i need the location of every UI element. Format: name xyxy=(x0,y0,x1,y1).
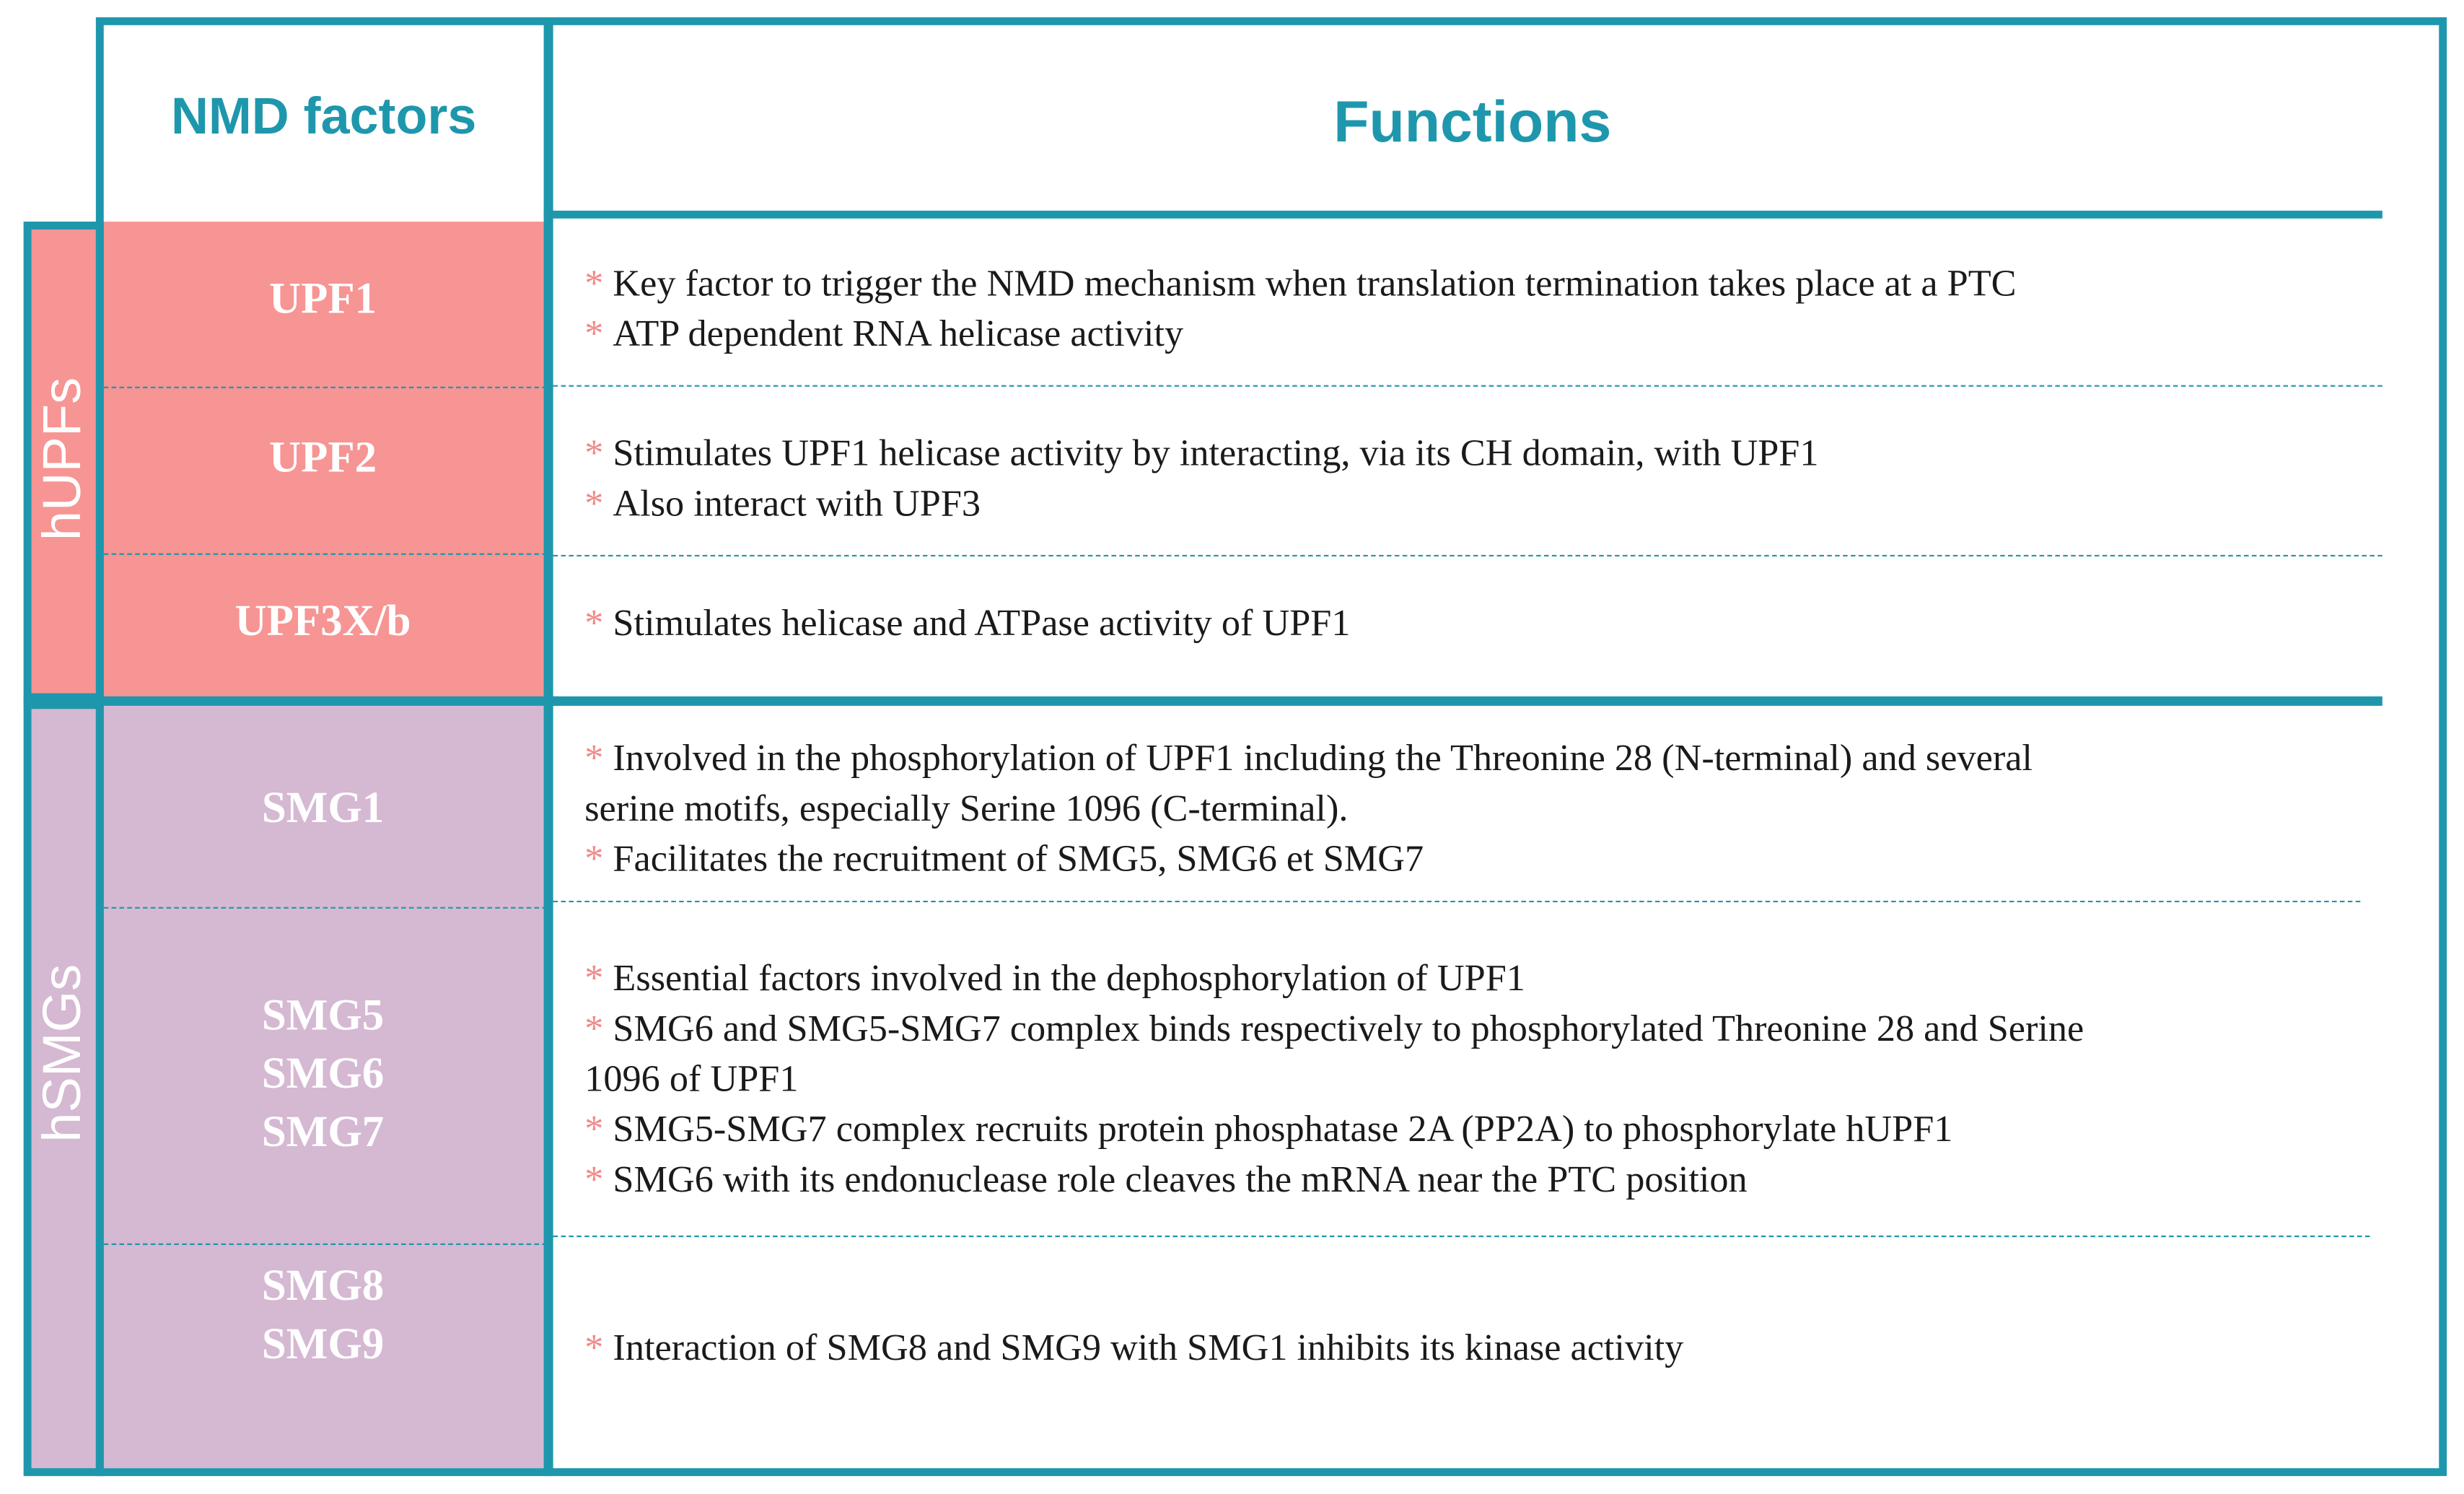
factor-cell-smg1 xyxy=(100,779,545,838)
function-item xyxy=(584,429,2344,480)
nmd-factors-header: NMD factors xyxy=(170,86,477,145)
bullet-asterisk: * xyxy=(584,1328,604,1370)
factor-cell-upf2 xyxy=(100,429,545,488)
bullet-asterisk: * xyxy=(584,314,604,356)
hupfs-group-label: hUPFs xyxy=(32,377,93,541)
bullet-asterisk: * xyxy=(584,484,604,525)
function-item xyxy=(584,734,2344,785)
function-item xyxy=(584,1156,2344,1206)
function-text: 1096 of UPF1 xyxy=(584,1059,799,1101)
hsmgs-group-label: hSMGs xyxy=(32,964,93,1143)
function-item xyxy=(584,1005,2344,1055)
row-separator-left xyxy=(104,387,547,388)
function-text: Interaction of SMG8 and SMG9 with SMG1 inhibits its kinase activity xyxy=(613,1328,1684,1370)
function-cell-smg1 xyxy=(584,734,2344,885)
function-text: Facilitates the recruitment of SMG5, SMG6 et SMG7 xyxy=(613,839,1424,881)
row-separator-left xyxy=(104,1244,547,1245)
group-separator-left xyxy=(24,696,558,706)
function-cell-smg8-9 xyxy=(584,1324,2344,1374)
factor-name: UPF2 xyxy=(269,434,377,483)
function-item xyxy=(584,835,2344,886)
row-separator xyxy=(553,1236,2370,1237)
function-cell-upf1 xyxy=(584,259,2344,359)
function-item xyxy=(584,954,2344,1005)
function-text: SMG6 with its endonuclease role cleaves the mRNA near the PTC position xyxy=(613,1160,1748,1201)
function-text: SMG6 and SMG5-SMG7 complex binds respectively to phosphorylated Threonine 28 and Serine xyxy=(613,1009,2084,1050)
function-text: Key factor to trigger the NMD mechanism when translation termination takes place at a PTC xyxy=(613,263,2017,305)
row-separator xyxy=(553,385,2382,387)
factor-name: SMG1 xyxy=(261,784,385,834)
bullet-asterisk: * xyxy=(584,738,604,780)
factor-name: SMG9 xyxy=(261,1320,385,1370)
bullet-asterisk: * xyxy=(584,434,604,475)
row-separator xyxy=(553,555,2382,556)
function-text: ATP dependent RNA helicase activity xyxy=(613,314,1184,356)
factor-cell-upf3 xyxy=(100,593,545,651)
function-text: serine motifs, especially Serine 1096 (C-terminal). xyxy=(584,789,1349,830)
function-text: Involved in the phosphorylation of UPF1 including the Threonine 28 (N-terminal) and several xyxy=(613,738,2033,780)
function-text: Stimulates helicase and ATPase activity of UPF1 xyxy=(613,603,1351,645)
factor-cell-upf1 xyxy=(100,271,545,329)
factor-name: SMG7 xyxy=(261,1108,385,1158)
function-item xyxy=(584,1105,2344,1156)
bullet-asterisk: * xyxy=(584,263,604,305)
factor-name: UPF3X/b xyxy=(234,597,411,647)
row-separator xyxy=(553,901,2361,902)
factor-cell-smg5-7 xyxy=(100,987,545,1162)
function-item-continuation xyxy=(584,1054,2344,1105)
factor-name: SMG8 xyxy=(261,1262,385,1311)
function-text: Essential factors involved in the dephosphorylation of UPF1 xyxy=(613,958,1525,1000)
function-cell-smg5-7 xyxy=(584,954,2344,1205)
bullet-asterisk: * xyxy=(584,1009,604,1050)
function-text: Also interact with UPF3 xyxy=(613,484,981,525)
functions-header: Functions xyxy=(1333,89,1612,154)
group-separator xyxy=(544,696,2382,706)
function-text: SMG5-SMG7 complex recruits protein phosphatase 2A (PP2A) to phosphorylate hUPF1 xyxy=(613,1109,1953,1151)
function-item xyxy=(584,310,2344,360)
bullet-asterisk: * xyxy=(584,839,604,881)
function-item xyxy=(584,479,2344,530)
factor-name: UPF1 xyxy=(269,275,377,324)
bullet-asterisk: * xyxy=(584,958,604,1000)
bullet-asterisk: * xyxy=(584,1109,604,1151)
factor-name: SMG6 xyxy=(261,1049,385,1099)
function-cell-upf2 xyxy=(584,429,2344,530)
row-separator-left xyxy=(104,554,547,555)
header-divider xyxy=(544,211,2382,219)
function-text: Stimulates UPF1 helicase activity by interacting, via its CH domain, with UPF1 xyxy=(613,434,1819,475)
function-cell-upf3 xyxy=(584,599,2344,650)
row-separator-left xyxy=(104,907,547,909)
function-item xyxy=(584,1324,2344,1374)
bullet-asterisk: * xyxy=(584,1160,604,1201)
function-item xyxy=(584,259,2344,310)
function-item-continuation xyxy=(584,785,2344,835)
factor-cell-smg8-9 xyxy=(100,1257,545,1373)
factor-name: SMG5 xyxy=(261,992,385,1041)
bullet-asterisk: * xyxy=(584,603,604,645)
function-item xyxy=(584,599,2344,650)
